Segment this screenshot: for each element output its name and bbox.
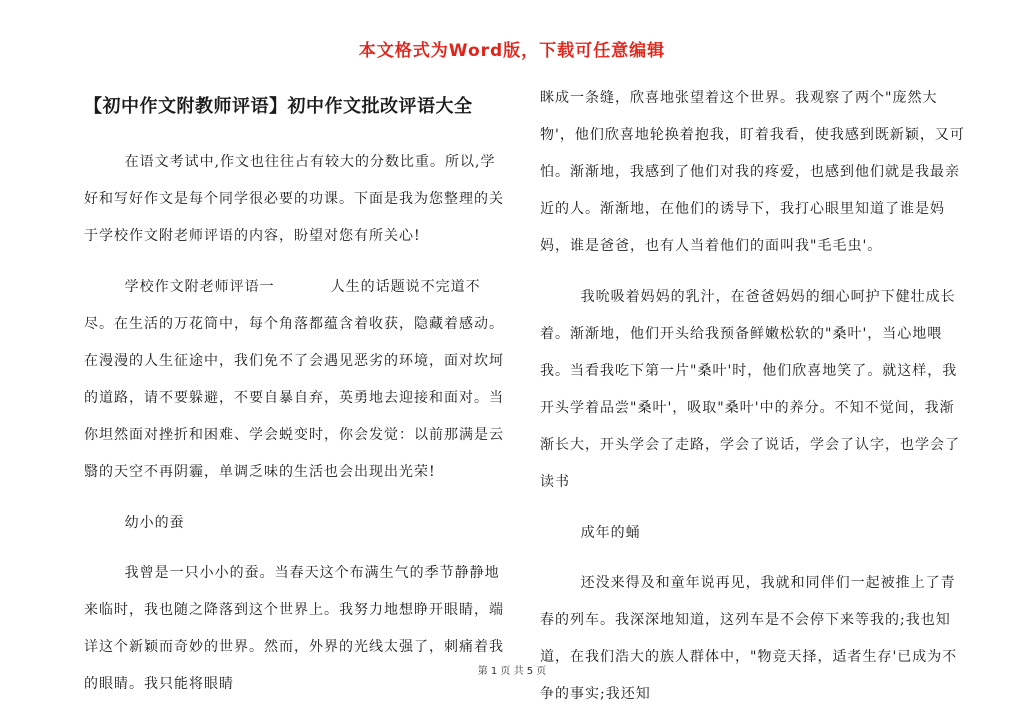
left-column	[84, 144, 504, 703]
essay-subtitle: 幼小的蚕	[124, 515, 185, 531]
essay-paragraph: 我曾是一只小小的蚕。当春天这个布满生气的季节静静地来临时，我也随之降落到这个世界上。我努力地想睁开眼睛，端详这个新颖而奇妙的世界。然而，外界的光线太强了，刺痛着我的眼睛。我只能将眼睛	[84, 565, 504, 692]
right-column	[540, 80, 965, 713]
essay-subtitle: 成年的蛹	[580, 525, 641, 541]
section-paragraph-1	[84, 269, 504, 491]
essay-paragraph: 还没来得及和童年说再见，我就和同伴们一起被推上了青春的列车。我深深地知道，这列车是不会停下来等我的;我也知道，在我们浩大的族人群体中，"物竞天择，适者生存'已成为不争的事实;我还知	[540, 575, 958, 702]
intro-paragraph: 在语文考试中,作文也往往占有较大的分数比重。所以,学好和写好作文是每个同学很必要的功课。下面是我为您整理的关于学校作文附老师评语的内容，盼望对您有所关心!	[84, 154, 504, 244]
document-title: 【初中作文附教师评语】初中作文批改评语大全	[84, 96, 473, 117]
format-notice-banner: 本文格式为Word版，下载可任意编辑	[358, 41, 666, 61]
paragraph-text: 人生的话题说不完道不尽。在生活的万花筒中，每个角落都蕴含着收获，隐藏着感动。在漫漫的人生征途中，我们免不了会遇见恶劣的环境，面对坎坷的道路，请不要躲避，不要自暴自弃，英勇地去迎接和面对。当你坦然面对挫折和困难、学会蜕变时，你会发觉：以前那满是云翳的天空不再阴霾，单调乏味的生活也会出现出光荣!	[84, 279, 504, 480]
page-number: 第 1 页 共 5 页	[477, 666, 547, 677]
section-heading: 学校作文附老师评语一	[124, 279, 275, 295]
essay-paragraph: 我吮吸着妈妈的乳汁，在爸爸妈妈的细心呵护下健壮成长着。渐渐地，他们开头给我预备鲜嫩松软的"桑叶'，当心地喂我。当看我吃下第一片"桑叶'时，他们欣喜地笑了。就这样，我开头学着品尝"桑叶'，吸取"桑叶'中的养分。不知不觉间，我渐渐长大，开头学会了走路，学会了说话，学会了认字，也学会了读书	[540, 289, 960, 490]
essay-paragraph-continued: 眯成一条缝，欣喜地张望着这个世界。我观察了两个"庞然大物'，他们欣喜地轮换着抱我，盯着我看，使我感到既新颖，又可怕。渐渐地，我感到了他们对我的疼爱，也感到他们就是我最亲近的人。渐渐地，在他们的诱导下，我打心眼里知道了谁是妈妈，谁是爸爸，也有人当着他们的面叫我"毛毛虫'。	[540, 90, 965, 254]
